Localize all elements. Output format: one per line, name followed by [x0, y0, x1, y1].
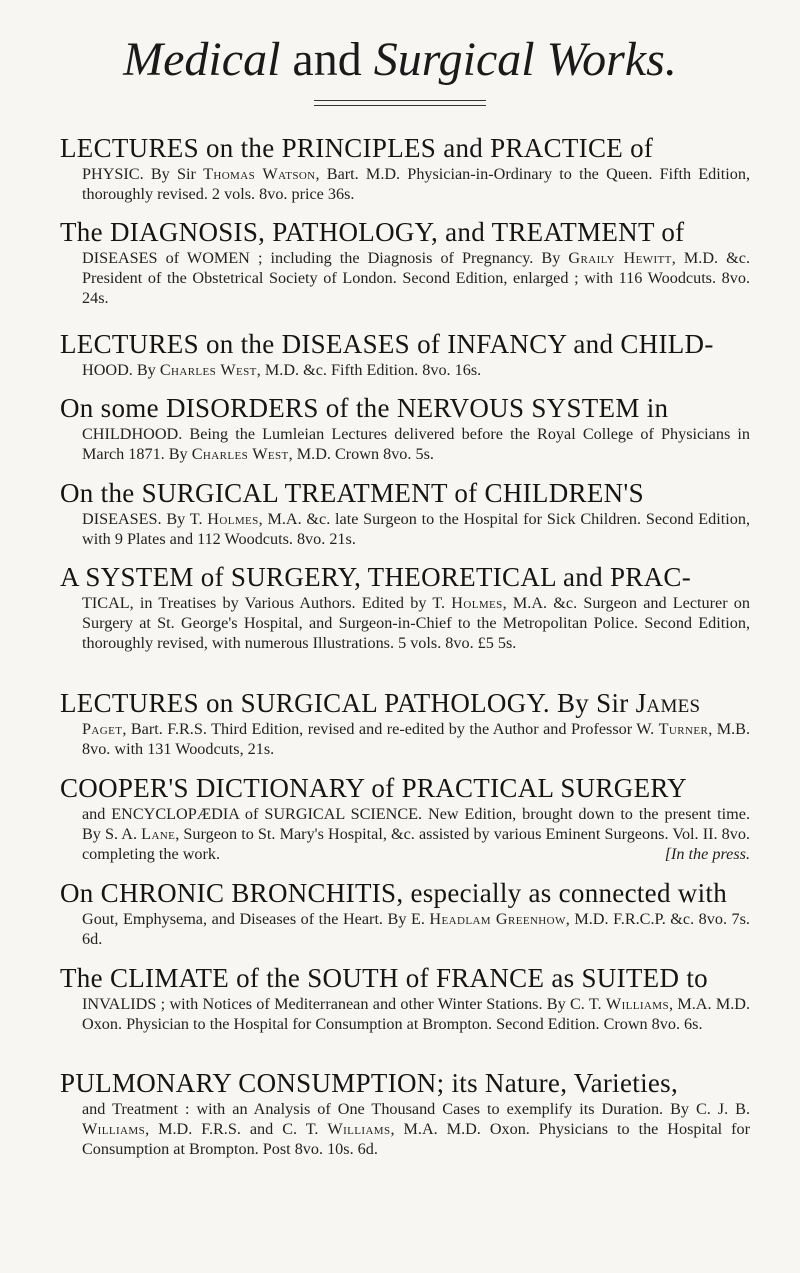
author-name: Headlam Greenhow [429, 910, 566, 928]
text-fragment: A [60, 562, 79, 592]
text-fragment: PRACTICE [490, 133, 624, 163]
text-fragment: , M.D. F.R.C.P. &c. 8vo. 7s. 6d. [82, 910, 750, 948]
text-fragment: and [445, 217, 486, 247]
text-fragment: LECTURES [60, 133, 199, 163]
text-fragment: , Bart. M.D. Physician-in-Ordinary to the Queen. Fifth Edition, thoroughly revised. 2 vols. 8vo. price 36s. [82, 165, 750, 203]
author-name: Williams [327, 1120, 391, 1138]
entry-nervous-system [60, 393, 750, 464]
text-fragment: CHRONIC BRONCHITIS, [100, 878, 404, 908]
entry-heading [60, 562, 750, 593]
text-fragment: of the [236, 963, 301, 993]
text-fragment: By Sir [556, 688, 629, 718]
entry-heading [60, 1068, 750, 1099]
title-medical: Medical [123, 33, 281, 86]
entry-description [82, 909, 750, 949]
text-fragment: New Edition, brought down to the present time. By S. A. [82, 805, 751, 843]
text-fragment: TREATMENT [491, 217, 655, 247]
entry-childrens-diseases [60, 478, 750, 549]
text-fragment: of [454, 478, 478, 508]
text-fragment: SURGICAL TREATMENT [141, 478, 448, 508]
text-fragment: SUITED [581, 963, 680, 993]
text-fragment: On [60, 393, 94, 423]
title-works: Works. [546, 33, 677, 86]
author-name: Paget [82, 720, 123, 738]
entry-description [82, 424, 750, 464]
entry-diseases-of-women [60, 217, 750, 308]
entry-pulmonary-consumption [60, 1068, 750, 1159]
text-fragment: and [443, 133, 484, 163]
text-fragment: and [573, 329, 614, 359]
text-fragment: DISEASES. [82, 510, 162, 528]
text-fragment: PHYSIC. [82, 165, 144, 183]
text-fragment: On [60, 878, 94, 908]
entry-description [82, 509, 750, 549]
text-fragment: to [686, 963, 708, 993]
author-name: Thomas Watson [203, 165, 316, 183]
text-fragment: , M.A. &c. Surgeon and Lecturer on Surgery at St. George's Hospital, and Surgeon-in-Chief to the Metropolitan Police. Second Edition, thoroughly revised, with numerous Illustrations. 5 vols. 8vo. £5 5s. [82, 594, 750, 652]
text-fragment: , M.A. &c. late Surgeon to the Hospital for Sick Children. Second Edition, with 9 Plates and 112 Woodcuts. 8vo. 21s. [82, 510, 750, 548]
author-name: Holmes [207, 510, 259, 528]
text-fragment: CHILDHOOD. [82, 425, 183, 443]
entry-heading [60, 393, 750, 424]
text-fragment: SURGERY, THEORETICAL [230, 562, 556, 592]
text-fragment: , Surgeon to St. Mary's Hospital, &c. assisted by various Eminent Surgeons. Vol. II. 8vo. completing the work. [82, 825, 750, 863]
text-fragment: Gout, Emphysema, and Diseases of the Heart. By E. [82, 910, 430, 928]
text-fragment: SOUTH [307, 963, 399, 993]
text-fragment: By Sir [143, 165, 204, 183]
text-fragment: PRINCIPLES [281, 133, 437, 163]
entry-heading [60, 963, 750, 994]
entry-heading [60, 478, 750, 509]
title-rule-bottom [314, 105, 486, 106]
in-press-note: [In the press. [664, 845, 750, 863]
text-fragment: of the [325, 393, 390, 423]
text-fragment: James [635, 688, 701, 718]
entry-heading [60, 878, 750, 909]
text-fragment: DISORDERS [165, 393, 319, 423]
entry-climate-south-france [60, 963, 750, 1034]
author-name: Williams [605, 995, 669, 1013]
entry-system-of-surgery [60, 562, 750, 653]
text-fragment: and ENCYCLOPÆDIA of SURGICAL SCIENCE. [82, 805, 423, 823]
text-fragment: and [563, 562, 603, 592]
text-fragment: in Treatises by Various Authors. Edited by T. [133, 594, 452, 612]
entry-description [82, 593, 750, 653]
text-fragment: FRANCE [435, 963, 545, 993]
author-name: Graily Hewitt [568, 249, 672, 267]
entry-lectures-physic [60, 133, 750, 204]
text-fragment: The [60, 217, 103, 247]
author-name: Lane [141, 825, 176, 843]
text-fragment: ; including the Diagnosis of Pregnancy. By [249, 249, 569, 267]
author-name: Williams [82, 1120, 146, 1138]
text-fragment: PULMONARY CONSUMPTION; [60, 1068, 445, 1098]
text-fragment: CHILDREN'S [484, 478, 644, 508]
text-fragment: ; with Notices of Mediterranean and other Winter Stations. By C. T. [156, 995, 606, 1013]
text-fragment: , M.B. 8vo. with 131 Woodcuts, 21s. [82, 720, 750, 758]
text-fragment: on the [205, 133, 275, 163]
text-fragment: of [417, 329, 441, 359]
entry-heading [60, 329, 750, 360]
page-title [0, 34, 800, 86]
text-fragment: , M.A. M.D. Oxon. Physicians to the Hospital for Consumption at Brompton. Post 8vo. 10s. 6d. [82, 1120, 751, 1158]
entry-description [82, 164, 750, 204]
text-fragment: By [132, 361, 160, 379]
entry-description [82, 248, 750, 308]
text-fragment: as [551, 963, 575, 993]
text-fragment: , M.D. F.R.S. and C. T. [145, 1120, 328, 1138]
text-fragment: SYSTEM [85, 562, 194, 592]
entry-description [82, 719, 750, 759]
text-fragment: INFANCY [447, 329, 567, 359]
text-fragment: , M.D. &c. President of the Obstetrical Society of London. Second Edition, enlarged ; with 116 Woodcuts. 8vo. 24s. [82, 249, 750, 307]
text-fragment: COOPER'S DICTIONARY [60, 773, 365, 803]
author-name: Turner [658, 720, 709, 738]
text-fragment: of [405, 963, 429, 993]
title-and: and [292, 33, 362, 86]
text-fragment: SURGICAL PATHOLOGY. [240, 688, 550, 718]
text-fragment: the [100, 478, 135, 508]
entry-surgical-pathology [60, 688, 750, 759]
text-fragment: By T. [161, 510, 208, 528]
author-name: Charles West [159, 361, 257, 379]
text-fragment: , Bart. F.R.S. Third Edition, revised and re-edited by the Author and Professor W. [122, 720, 659, 738]
text-fragment: HOOD. [82, 361, 133, 379]
text-fragment: TICAL, [82, 594, 134, 612]
entry-description [82, 994, 750, 1034]
title-rule-top [314, 100, 486, 101]
text-fragment: especially as connected with [410, 878, 727, 908]
text-fragment: DISEASES of WOMEN [82, 249, 250, 267]
text-fragment: PRAC- [609, 562, 691, 592]
text-fragment: and Treatment : with an Analysis of One Thousand Cases to exemplify its Duration. By C. J. B. [82, 1100, 750, 1118]
text-fragment: on the [205, 329, 275, 359]
text-fragment: of [630, 133, 654, 163]
entry-heading [60, 217, 750, 248]
text-fragment: , M.D. &c. Fifth Edition. 8vo. 16s. [256, 361, 482, 379]
author-name: Charles West [191, 445, 289, 463]
text-fragment: DIAGNOSIS, PATHOLOGY, [109, 217, 439, 247]
text-fragment: of [371, 773, 395, 803]
text-fragment: , M.D. Crown 8vo. 5s. [288, 445, 434, 463]
author-name: Holmes [451, 594, 503, 612]
title-surgical: Surgical [373, 33, 535, 86]
text-fragment: INVALIDS [82, 995, 157, 1013]
text-fragment: some [100, 393, 159, 423]
entry-heading [60, 773, 750, 804]
text-fragment: PRACTICAL SURGERY [401, 773, 687, 803]
entry-chronic-bronchitis [60, 878, 750, 949]
entry-heading [60, 133, 750, 164]
text-fragment: of [200, 562, 224, 592]
text-fragment: Being the Lumleian Lectures delivered before the Royal College of Physicians in March 1871. By [82, 425, 750, 463]
entry-description [82, 1099, 750, 1159]
text-fragment: NERVOUS SYSTEM [396, 393, 640, 423]
text-fragment: LECTURES [60, 688, 199, 718]
entry-infancy-childhood [60, 329, 750, 380]
text-fragment: DISEASES [281, 329, 410, 359]
text-fragment: LECTURES [60, 329, 199, 359]
entry-heading [60, 688, 750, 719]
text-fragment: on [205, 688, 234, 718]
text-fragment: CLIMATE [109, 963, 230, 993]
entry-description [82, 804, 750, 864]
text-fragment: , M.A. M.D. Oxon. Physician to the Hospital for Consumption at Brompton. Second Edition. Crown 8vo. 6s. [82, 995, 750, 1033]
text-fragment: its Nature, Varieties, [451, 1068, 679, 1098]
text-fragment: in [646, 393, 669, 423]
text-fragment: CHILD- [620, 329, 714, 359]
entry-description [82, 360, 750, 380]
text-fragment: of [661, 217, 685, 247]
entry-coopers-dictionary [60, 773, 750, 864]
text-fragment: The [60, 963, 103, 993]
text-fragment: On [60, 478, 94, 508]
